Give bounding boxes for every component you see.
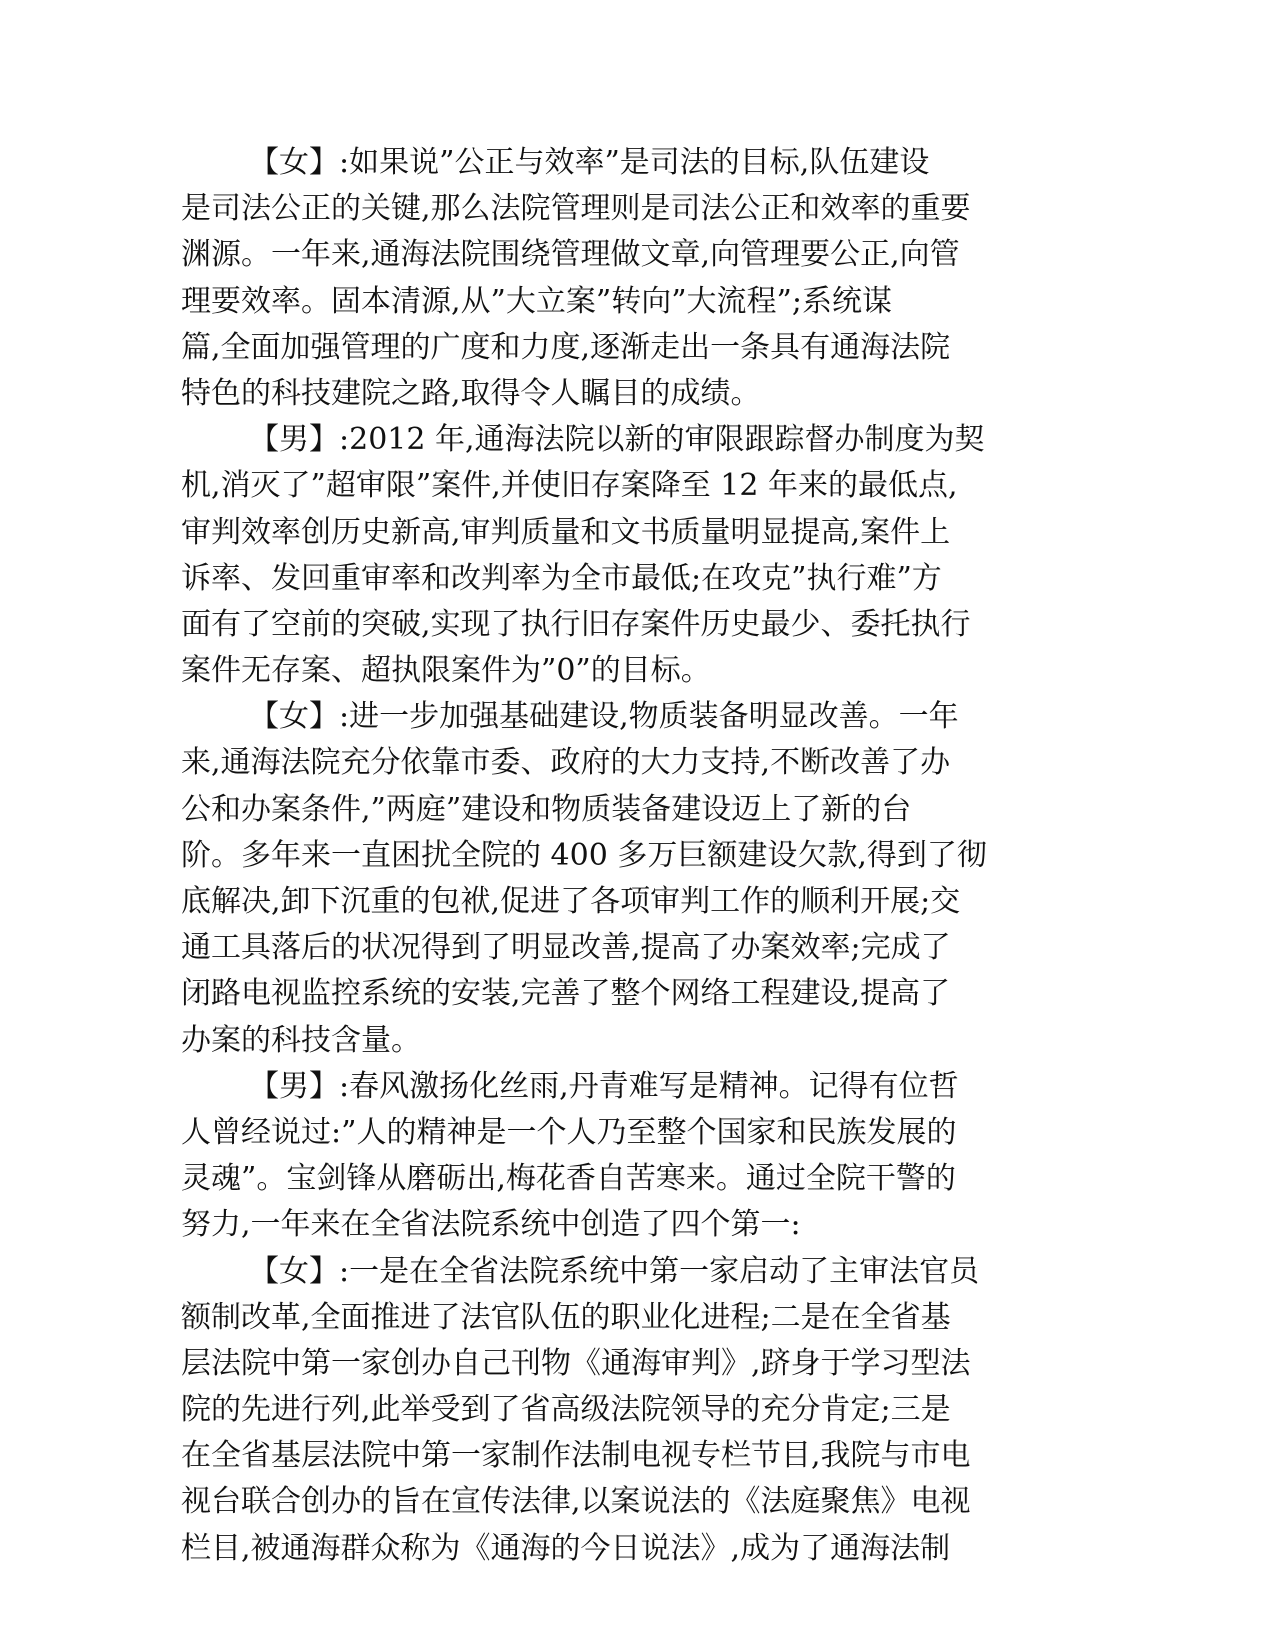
text-line: 栏目,被通海群众称为《通海的今日说法》,成为了通海法制 xyxy=(181,1530,951,1566)
text-line: 努力,一年来在全省法院系统中创造了四个第一: xyxy=(181,1207,801,1243)
text-line: 视台联合创办的旨在宣传法律,以案说法的《法庭聚焦》电视 xyxy=(181,1484,971,1520)
body-text xyxy=(181,140,1041,1572)
paragraph-1 xyxy=(181,140,1041,417)
paragraph-4 xyxy=(181,1064,1041,1249)
text-line: 诉率、发回重审率和改判率为全市最低;在攻克”执行难”方 xyxy=(181,560,942,596)
text-line: 机,消灭了”超审限”案件,并使旧存案降至 12 年来的最低点, xyxy=(181,468,958,504)
text-line: 闭路电视监控系统的安装,完善了整个网络工程建设,提高了 xyxy=(181,976,951,1012)
text-line: 额制改革,全面推进了法官队伍的职业化进程;二是在全省基 xyxy=(181,1299,951,1335)
text-line: 理要效率。固本清源,从”大立案”转向”大流程”;系统谋 xyxy=(181,283,892,319)
paragraph-5 xyxy=(181,1249,1041,1572)
text-line: 【男】:2012 年,通海法院以新的审限跟踪督办制度为契 xyxy=(249,422,985,458)
text-line: 办案的科技含量。 xyxy=(181,1022,421,1058)
text-line: 是司法公正的关键,那么法院管理则是司法公正和效率的重要 xyxy=(181,191,971,227)
paragraph-3 xyxy=(181,694,1041,1064)
text-line: 人曾经说过:”人的精神是一个人乃至整个国家和民族发展的 xyxy=(181,1114,957,1150)
text-line: 审判效率创历史新高,审判质量和文书质量明显提高,案件上 xyxy=(181,514,951,550)
text-line: 面有了空前的突破,实现了执行旧存案件历史最少、委托执行 xyxy=(181,606,971,642)
text-line: 【女】:一是在全省法院系统中第一家启动了主审法官员 xyxy=(249,1253,980,1289)
text-line: 通工具落后的状况得到了明显改善,提高了办案效率;完成了 xyxy=(181,930,951,966)
text-line: 底解决,卸下沉重的包袱,促进了各项审判工作的顺利开展;交 xyxy=(181,884,961,919)
text-line: 渊源。一年来,通海法院围绕管理做文章,向管理要公正,向管 xyxy=(181,237,960,273)
text-line: 院的先进行列,此举受到了省高级法院领导的充分肯定;三是 xyxy=(181,1392,951,1428)
text-line: 篇,全面加强管理的广度和力度,逐渐走出一条具有通海法院 xyxy=(181,329,951,365)
text-line: 在全省基层法院中第一家制作法制电视专栏节目,我院与市电 xyxy=(181,1438,971,1474)
text-line: 来,通海法院充分依靠市委、政府的大力支持,不断改善了办 xyxy=(181,745,951,781)
text-line: 层法院中第一家创办自己刊物《通海审判》,跻身于学习型法 xyxy=(181,1345,971,1381)
text-line: 【女】:进一步加强基础建设,物质装备明显改善。一年 xyxy=(249,699,959,735)
text-line: 灵魂”。宝剑锋从磨砺出,梅花香自苦寒来。通过全院干警的 xyxy=(181,1161,956,1197)
text-line: 【男】:春风激扬化丝雨,丹青难写是精神。记得有位哲 xyxy=(249,1068,959,1104)
text-line: 特色的科技建院之路,取得令人瞩目的成绩。 xyxy=(181,375,761,411)
paragraph-2 xyxy=(181,417,1041,694)
text-line: 阶。多年来一直困扰全院的 400 多万巨额建设欠款,得到了彻 xyxy=(181,837,987,873)
text-line: 案件无存案、超执限案件为”0”的目标。 xyxy=(181,653,711,689)
text-line: 公和办案条件,”两庭”建设和物质装备建设迈上了新的台 xyxy=(181,791,912,827)
text-line: 【女】:如果说”公正与效率”是司法的目标,队伍建设 xyxy=(249,145,930,180)
